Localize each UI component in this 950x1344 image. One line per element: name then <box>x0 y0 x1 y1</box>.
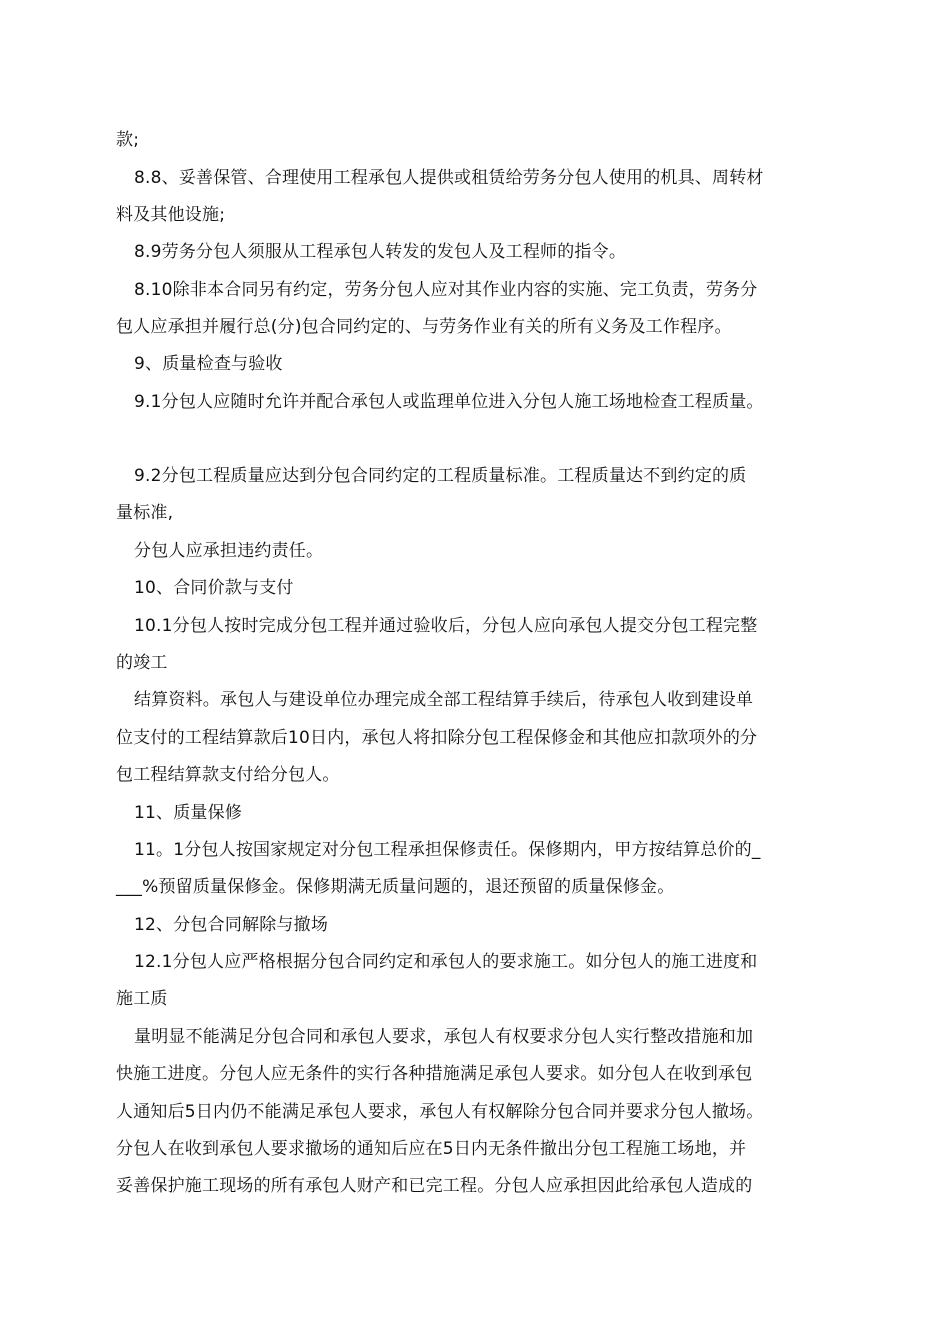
text-line-17: 包工程结算款支付给分包人。 <box>116 765 340 785</box>
clause-10-1: 10.1分包人按时完成分包工程并通过验收后，分包人应向承包人提交分包工程完整 <box>134 616 758 636</box>
text-line-1: 款; <box>116 130 140 150</box>
text-line-6: 包人应承担并履行总(分)包合同约定的、与劳务作业有关的所有义务及工作程序。 <box>116 317 732 337</box>
text-line-16: 位支付的工程结算款后10日内，承包人将扣除分包工程保修金和其他应扣款项外的分 <box>116 728 758 748</box>
text-line-11: 分包人应承担违约责任。 <box>134 541 324 561</box>
clause-8-9: 8.9劳务分包人须服从工程承包人转发的发包人及工程师的指令。 <box>134 242 627 262</box>
text-line-25: 快施工进度。分包人应无条件的实行各种措施满足承包人要求。如分包人在收到承包 <box>116 1064 753 1084</box>
clause-8-10: 8.10除非本合同另有约定，劳务分包人应对其作业内容的实施、完工负责，劳务分 <box>134 280 758 300</box>
clause-11-1: 11。1分包人按国家规定对分包工程承担保修责任。保修期内，甲方按结算总价的_ <box>134 840 761 860</box>
section-heading-11: 11、质量保修 <box>134 803 243 823</box>
clause-9-2: 9.2分包工程质量应达到分包合同约定的工程质量标准。工程质量达不到约定的质 <box>134 466 747 486</box>
clause-12-1: 12.1分包人应严格根据分包合同约定和承包人的要求施工。如分包人的施工进度和 <box>134 952 758 972</box>
text-line-10: 量标准, <box>116 503 174 523</box>
section-heading-10: 10、合同价款与支付 <box>134 578 294 598</box>
text-line-23: 施工质 <box>116 989 168 1009</box>
text-line-15: 结算资料。承包人与建设单位办理完成全部工程结算手续后，待承包人收到建设单 <box>134 690 754 710</box>
text-line-27: 分包人在收到承包人要求撤场的通知后应在5日内无条件撤出分包工程施工场地，并 <box>116 1139 747 1159</box>
text-line-26: 人通知后5日内仍不能满足承包人要求，承包人有权解除分包合同并要求分包人撤场。 <box>116 1102 764 1122</box>
text-line-14: 的竣工 <box>116 653 168 673</box>
section-heading-12: 12、分包合同解除与撤场 <box>134 915 329 935</box>
text-line-28: 妥善保护施工现场的所有承包人财产和已完工程。分包人应承担因此给承包人造成的 <box>116 1176 753 1196</box>
text-line-20: ___%预留质量保修金。保修期满无质量问题的，退还预留的质量保修金。 <box>116 877 675 897</box>
section-heading-9: 9、质量检查与验收 <box>134 354 283 374</box>
text-line-24: 量明显不能满足分包合同和承包人要求，承包人有权要求分包人实行整改措施和加 <box>134 1027 754 1047</box>
text-line-3: 料及其他设施; <box>116 205 226 225</box>
clause-9-1: 9.1分包人应随时允许并配合承包人或监理单位进入分包人施工场地检查工程质量。 <box>134 392 764 412</box>
clause-8-8: 8.8、妥善保管、合理使用工程承包人提供或租赁给劳务分包人使用的机具、周转材 <box>134 168 764 188</box>
